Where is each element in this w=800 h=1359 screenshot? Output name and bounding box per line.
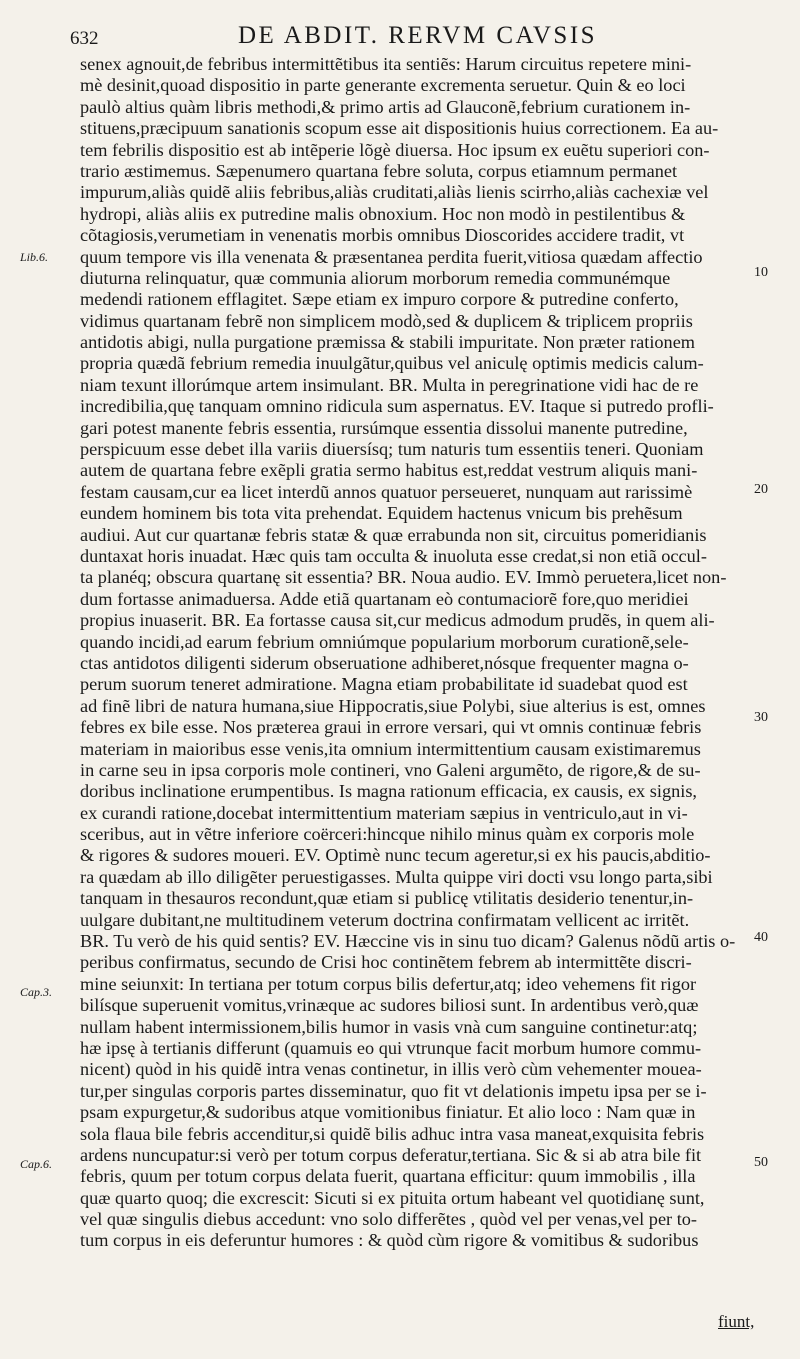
text-line: ctas antidotos diligenti siderum obseruatione adhiberet,nósque frequenter magna o- [80,652,689,673]
line-number-50: 50 [754,1155,768,1170]
text-line: gari potest manente febris essentia, rursúmque essentia dissolui manente putredine, [80,417,688,438]
text-line: tum corpus in eis deferuntur humores : & quòd cùm rigore & vomitibus & sudoribus [80,1230,699,1251]
text-line: sceribus, aut in vẽtre inferiore coërceri:hincque nihilo minus quàm ex corporis mole [80,824,695,845]
text-line: stituens,præcipuum sanationis scopum esse ait dispositionis huius correctionem. Ea au- [80,118,719,139]
text-line: doribus inclinatione erumpentibus. Is magna rationum efficacia, ex causis, ex signis, [80,781,698,802]
text-line: autem de quartana febre exẽpli gratia sermo habitus est,reddat vestrum aliquis mani- [80,460,698,481]
text-line: hydropi, aliàs aliis ex putredine malis obnoxium. Hoc non modò in pestilentibus & [80,203,686,224]
text-line: propria quædã febrium remedia inuulgãtur,quibus vel aniculę optimis medicis calum- [80,353,704,374]
text-line: dum fortasse animaduersa. Adde etiã quartanam eò contumaciorẽ fore,quo meridiei [80,588,689,609]
text-line: audiui. Aut cur quartanæ febris statæ & quæ errabunda non sit, circuitus pomeridianis [80,524,707,545]
catchword: fiunt, [718,1312,755,1331]
text-line: trario æstimemus. Sæpenumero quartana febre soluta, corpus etiamnum permanet [80,160,678,181]
text-line: uulgare dubitant,ne multitudinem veterum doctrina confirmatam vellicent ac irritẽt. [80,909,690,930]
text-line: propius inuaserit. BR. Ea fortasse causa sit,cur medicus admodum prudẽs, in quem ali- [80,610,715,631]
text-line: diuturna relinquatur, quæ communia aliorum morborum remedia communémque [80,267,671,288]
text-line: niam texunt illorúmque artem insimulant. BR. Multa in peregrinatione vidi hac de re [80,374,699,395]
text-line: antidotis abigi, nulla purgatione præmissa & stabili impuritate. Non præter rationem [80,332,696,353]
text-line: ad finẽ libri de natura humana,siue Hippocratis,siue Polybi, siue alterius is est, omnes [80,695,706,716]
margin-note-cap3: Cap.3. [20,985,53,999]
text-line: & rigores & sudores moueri. EV. Optimè nunc tecum ageretur,si ex his paucis,abditio- [80,845,711,866]
text-line: BR. Tu verò de his quid sentis? EV. Hæccine vis in sinu tuo dicam? Galenus nõdũ artis o- [80,931,736,952]
text-line: febres ex bile esse. Nos præterea graui in errore versari, qui vt omnis continuæ febris [80,717,702,738]
text-line: nullam habent intermissionem,bilis humor in vasis vnà cum sanguine continetur:atq; [80,1016,698,1037]
text-line: quæ quarto quoq; die excrescit: Sicuti si ex pituita ortum habeant vel quotidianę sunt, [80,1187,705,1208]
text-line: incredibilia,quę tanquam omnino ridicula sum aspernatus. EV. Itaque si putredo profli- [80,396,714,417]
text-line: sola flaua bile febris accenditur,si quidẽ bilis adhuc intra vasa maneat,exquisita febris [80,1123,705,1144]
margin-note-lib6: Lib.6. [20,250,49,264]
text-line: tem febrilis dispositio est ab intẽperie lõgè diuersa. Hoc ipsum ex euẽtu superiori con- [80,139,710,160]
text-line: materiam in maioribus esse venis,ita omnium intermittentium causam existimaremus [80,738,701,759]
line-number-40: 40 [754,930,768,945]
text-line: tur,per singulas corporis partes disseminatur, quo fit vt delationis impetu ipsa per se i- [80,1080,707,1101]
text-line: paulò altius quàm libris methodi,& primo artis ad Glauconẽ,febrium curationem in- [80,96,691,117]
text-line: eundem hominem bis tota vita prehendat. Equidem hactenus vnicum bis prehẽsum [80,503,683,524]
text-line: bilísque superuenit vomitus,vrinæque ac sudores biliosi sunt. In ardentibus verò,quæ [80,995,699,1016]
text-line: mine seiunxit: In tertiana per totum corpus bilis defertur,atq; ideo vehemens fit rigor [80,973,697,994]
text-line: nicent) quòd in his quidẽ intra venas continetur, in illis verò cùm vehementer mouea- [80,1059,702,1080]
running-title: DE ABDIT. RERVM CAVSIS [238,22,598,49]
text-line: senex agnouit,de febribus intermittẽtibus ita sentiẽs: Harum circuitus repetere mini- [80,54,692,74]
text-line: vel quæ singulis diebus accedunt: vno solo differẽtes , quòd vel per venas,vel per to- [80,1209,698,1230]
text-line: psam expurgetur,& sudoribus atque vomitionibus finiatur. Et alio loco : Nam quæ in [80,1102,696,1123]
text-line: ex curandi ratione,docebat intermittentium materiam sæpius in ventriculo,aut in vi- [80,802,688,823]
text-line: festam causam,cur ea licet interdũ annos quatuor perseueret, nunquam aut rarissimè [80,481,693,502]
line-number-10: 10 [754,265,768,280]
text-line: medendi rationem efflagitet. Sæpe etiam ex impuro corpore & putredine conferto, [80,289,679,310]
text-line: peribus confirmatus, secundo de Crisi hoc continẽtem febrem ab intermittẽte discri- [80,952,692,973]
text-line: impurum,aliàs quidẽ aliis febribus,aliàs cruditati,aliàs lienis scirrho,aliàs cachexiæ vel [80,182,709,203]
text-line: perum suorum teneret admiratione. Magna etiam probabilitate id suadebat quod est [80,674,688,695]
text-line: in carne seu in ipsa corporis mole contineri, vno Galeni argumẽto, de rigore,& de su- [80,759,701,780]
page-header [0,20,800,54]
text-line: cõtagiosis,verumetiam in venenatis morbis omnibus Dioscorides accidere tradit, vt [80,225,685,246]
text-line: ra quædam ab illo diligẽter peruestigasses. Multa quippe viri docti vsu longo parta,sibi [80,866,713,887]
text-line: mè desinit,quoad dispositio in parte generante excrementa seruetur. Quin & eo loci [80,75,686,96]
line-number-20: 20 [754,482,768,497]
text-line: vidimus quartanam febrẽ non simplicem modò,sed & duplicem & triplicem propriis [80,310,693,331]
body-text [80,54,766,1252]
text-line: tanquam in thesauros recondunt,quæ etiam si publicę vtilitatis desiderio tenentur,in- [80,888,694,909]
text-line: perspicuum esse debet illa variis diuersísq; tum naturis tum essentiis teneri. Quoniam [80,439,704,460]
page-number: 632 [70,28,99,49]
margin-note-cap6: Cap.6. [20,1157,53,1171]
text-line: duntaxat horis inuadat. Hæc quis tam occulta & inuoluta esse credat,si non etiã occul- [80,545,707,566]
text-line: hæ ipsę à tertianis differunt (quamuis eo qui vtrunque facit morbum humore commu- [80,1037,702,1058]
text-line: febris, quum per totum corpus delata fuerit, quartana efficitur: quum immobilis , illa [80,1166,696,1187]
text-line: ardens nuncupatur:si verò per totum corpus deferatur,tertiana. Sic & si ab atra bile fit [80,1144,702,1165]
text-line: quando incidi,ad earum febrium omniúmque popularium morborum curationẽ,sele- [80,631,689,652]
line-number-30: 30 [754,710,768,725]
text-line: ta planéq; obscura quartanę sit essentia? BR. Noua audio. EV. Immò peruetera,licet non- [80,567,727,588]
text-line: quum tempore vis illa venenata & præsentanea perdita fuerit,vitiosa quædam affectio [80,246,703,267]
